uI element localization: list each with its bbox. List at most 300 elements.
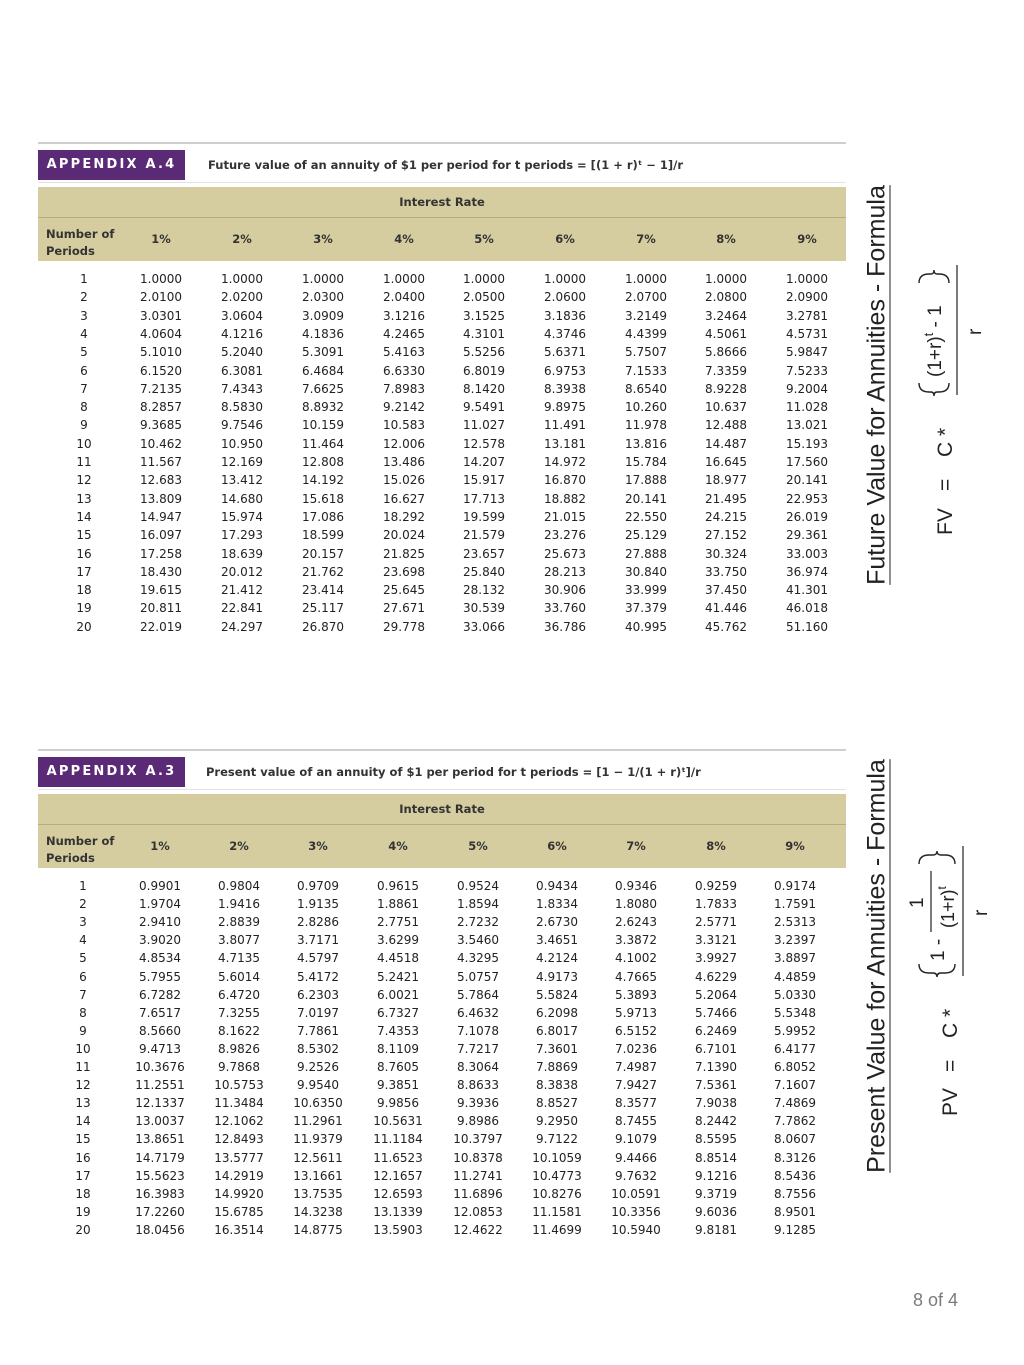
table-row (38, 877, 846, 895)
value-cell: 3.4651 (536, 933, 578, 948)
value-cell: 18.0456 (135, 1222, 185, 1237)
table-caption: Present value of an annuity of $1 per period for t periods = [1 − 1/(1 + r)ᵗ]/r (206, 765, 701, 779)
value-cell: 10.159 (302, 418, 344, 433)
value-cell: 20.811 (140, 601, 182, 616)
value-cell: 13.809 (140, 491, 182, 506)
pv-one-minus: 1 - (928, 938, 949, 961)
value-cell: 7.9427 (615, 1078, 657, 1093)
pv-c: C * (939, 1008, 962, 1038)
value-cell: 2.6730 (536, 915, 578, 930)
value-cell: 41.446 (705, 601, 747, 616)
table-row (38, 1058, 846, 1076)
value-cell: 2.0400 (383, 290, 425, 305)
value-cell: 8.3938 (544, 381, 586, 396)
value-cell: 2.7232 (457, 915, 499, 930)
value-cell: 6.2469 (695, 1023, 737, 1038)
period-cell: 20 (75, 1222, 91, 1237)
table-row (38, 986, 846, 1004)
value-cell: 4.8534 (139, 951, 181, 966)
value-cell: 25.117 (302, 601, 344, 616)
value-cell: 1.8080 (615, 897, 657, 912)
fv-denominator: r (965, 328, 986, 335)
value-cell: 10.3676 (135, 1060, 185, 1074)
value-cell: 19.615 (140, 583, 182, 598)
value-cell: 29.361 (786, 528, 828, 543)
period-cell: 3 (79, 915, 87, 930)
period-cell: 4 (79, 933, 87, 948)
period-cell: 5 (80, 345, 88, 360)
value-cell: 9.7632 (615, 1168, 657, 1183)
value-cell: 5.7864 (457, 987, 499, 1002)
period-cell: 18 (75, 1186, 91, 1201)
value-cell: 2.6243 (615, 915, 657, 930)
value-cell: 12.1657 (373, 1168, 423, 1183)
appendix-tag: APPENDIX A.3 (38, 757, 185, 787)
table-row (38, 1185, 846, 1203)
value-cell: 8.8932 (302, 400, 344, 415)
value-cell: 6.8017 (536, 1023, 578, 1038)
value-cell: 16.3983 (135, 1186, 185, 1201)
period-cell: 1 (79, 879, 87, 893)
value-cell: 36.974 (786, 564, 828, 579)
value-cell: 3.0909 (302, 308, 344, 323)
value-cell: 6.2098 (536, 1005, 578, 1020)
fv-table-block (38, 142, 846, 642)
value-cell: 0.9174 (774, 879, 816, 893)
table-row (38, 343, 846, 361)
table-row (38, 526, 846, 544)
period-cell: 2 (79, 897, 87, 912)
value-cell: 20.157 (302, 546, 344, 561)
value-cell: 10.0591 (611, 1186, 661, 1201)
value-cell: 6.4632 (457, 1005, 499, 1020)
value-cell: 5.1010 (140, 345, 182, 360)
value-cell: 7.4343 (221, 381, 263, 396)
value-cell: 23.414 (302, 583, 344, 598)
value-cell: 13.412 (221, 473, 263, 488)
value-cell: 9.7868 (218, 1060, 260, 1074)
value-cell: 8.5830 (221, 400, 263, 415)
value-cell: 5.3091 (302, 345, 344, 360)
rate-header: 1% (150, 839, 170, 853)
value-cell: 15.193 (786, 436, 828, 451)
period-cell: 12 (76, 473, 92, 488)
value-cell: 1.8861 (377, 897, 419, 912)
value-cell: 45.762 (705, 619, 747, 634)
value-cell: 16.870 (544, 473, 586, 488)
divider (38, 749, 846, 751)
value-cell: 13.181 (544, 436, 586, 451)
value-cell: 17.713 (463, 491, 505, 506)
value-cell: 3.2397 (774, 933, 816, 948)
value-cell: 3.2464 (705, 308, 747, 323)
value-cell: 3.2781 (786, 308, 828, 323)
value-cell: 17.258 (140, 546, 182, 561)
value-cell: 12.578 (463, 436, 505, 451)
value-cell: 1.7833 (695, 897, 737, 912)
pv-formula (907, 886, 992, 1116)
value-cell: 5.8666 (705, 345, 747, 360)
value-cell: 7.6517 (139, 1005, 181, 1020)
periods-header: Number of Periods (46, 227, 115, 258)
value-cell: 21.762 (302, 564, 344, 579)
value-cell: 23.698 (383, 564, 425, 579)
period-cell: 1 (80, 272, 88, 286)
value-cell: 9.1079 (615, 1132, 657, 1147)
value-cell: 28.213 (544, 564, 586, 579)
value-cell: 33.003 (786, 546, 828, 561)
rate-header: 8% (706, 839, 726, 853)
value-cell: 1.0000 (544, 272, 586, 286)
value-cell: 30.539 (463, 601, 505, 616)
value-cell: 4.0604 (140, 326, 182, 341)
value-cell: 4.4859 (774, 969, 816, 984)
value-cell: 3.3872 (615, 933, 657, 948)
value-cell: 6.0021 (377, 987, 419, 1002)
value-cell: 5.2064 (695, 987, 737, 1002)
value-cell: 11.028 (786, 400, 828, 415)
divider (38, 789, 846, 790)
table-row (38, 288, 846, 306)
value-cell: 2.0600 (544, 290, 586, 305)
value-cell: 0.9709 (297, 879, 339, 893)
value-cell: 15.5623 (135, 1168, 185, 1183)
value-cell: 16.097 (140, 528, 182, 543)
value-cell: 22.841 (221, 601, 263, 616)
value-cell: 3.1216 (383, 308, 425, 323)
value-cell: 8.5436 (774, 1168, 816, 1183)
value-cell: 11.9379 (293, 1132, 343, 1147)
value-cell: 1.7591 (774, 897, 816, 912)
value-cell: 8.7556 (774, 1186, 816, 1201)
value-cell: 13.7535 (293, 1186, 343, 1201)
value-cell: 18.292 (383, 509, 425, 524)
rate-header: 6% (555, 232, 575, 246)
interest-rate-header: Interest Rate (38, 794, 846, 824)
value-cell: 6.4720 (218, 987, 260, 1002)
value-cell: 9.2526 (297, 1060, 339, 1074)
value-cell: 36.786 (544, 619, 586, 634)
value-cell: 11.2551 (135, 1078, 185, 1093)
period-cell: 6 (79, 969, 87, 984)
value-cell: 3.9927 (695, 951, 737, 966)
rate-header: 5% (474, 232, 494, 246)
value-cell: 2.7751 (377, 915, 419, 930)
value-cell: 6.5152 (615, 1023, 657, 1038)
value-cell: 8.1109 (377, 1041, 419, 1056)
value-cell: 18.639 (221, 546, 263, 561)
value-cell: 9.1285 (774, 1222, 816, 1237)
value-cell: 27.671 (383, 601, 425, 616)
value-cell: 15.618 (302, 491, 344, 506)
rate-header: 1% (151, 232, 171, 246)
value-cell: 7.3601 (536, 1041, 578, 1056)
value-cell: 11.6896 (453, 1186, 503, 1201)
table-row (38, 270, 846, 288)
value-cell: 40.995 (625, 619, 667, 634)
value-cell: 2.0900 (786, 290, 828, 305)
value-cell: 8.5595 (695, 1132, 737, 1147)
value-cell: 33.066 (463, 619, 505, 634)
table-row (38, 453, 846, 471)
value-cell: 8.7605 (377, 1060, 419, 1074)
value-cell: 9.2142 (383, 400, 425, 415)
value-cell: 24.215 (705, 509, 747, 524)
rate-header: 4% (394, 232, 414, 246)
value-cell: 4.6229 (695, 969, 737, 984)
value-cell: 13.486 (383, 455, 425, 469)
pv-formula-title: Present Value for Annuities - Formula (862, 759, 891, 1173)
table-row (38, 618, 846, 636)
period-cell: 8 (79, 1005, 87, 1020)
period-cell: 16 (75, 1150, 91, 1165)
value-cell: 11.1184 (373, 1132, 423, 1147)
value-cell: 7.1533 (625, 363, 667, 378)
value-cell: 16.645 (705, 455, 747, 469)
value-cell: 24.297 (221, 619, 263, 634)
value-cell: 6.7282 (139, 987, 181, 1002)
value-cell: 1.9704 (139, 897, 181, 912)
value-cell: 5.9713 (615, 1005, 657, 1020)
value-cell: 18.599 (302, 528, 344, 543)
appendix-tag: APPENDIX A.4 (38, 150, 185, 180)
value-cell: 8.9228 (705, 381, 747, 396)
left-brace (919, 964, 955, 977)
value-cell: 13.1339 (373, 1204, 423, 1219)
value-cell: 1.0000 (463, 272, 505, 286)
value-cell: 8.0607 (774, 1132, 816, 1147)
value-cell: 11.1581 (532, 1204, 582, 1219)
value-cell: 1.0000 (625, 272, 667, 286)
table-row (38, 1040, 846, 1058)
value-cell: 2.5313 (774, 915, 816, 930)
value-cell: 1.0000 (140, 272, 182, 286)
value-cell: 5.7466 (695, 1005, 737, 1020)
value-cell: 4.2124 (536, 951, 578, 966)
value-cell: 46.018 (786, 601, 828, 616)
value-cell: 28.132 (463, 583, 505, 598)
value-cell: 18.430 (140, 564, 182, 579)
value-cell: 5.2040 (221, 345, 263, 360)
value-cell: 22.550 (625, 509, 667, 524)
fv-equals: = (934, 478, 957, 491)
rate-header: 2% (229, 839, 249, 853)
period-cell: 17 (76, 564, 92, 579)
period-cell: 7 (79, 987, 87, 1002)
value-cell: 1.0000 (383, 272, 425, 286)
value-cell: 7.8983 (383, 381, 425, 396)
table-row (38, 949, 846, 967)
value-cell: 3.1836 (544, 308, 586, 323)
value-cell: 2.0100 (140, 290, 182, 305)
value-cell: 4.5797 (297, 951, 339, 966)
value-cell: 25.840 (463, 564, 505, 579)
value-cell: 12.488 (705, 418, 747, 433)
value-cell: 7.1607 (774, 1078, 816, 1093)
value-cell: 0.9524 (457, 879, 499, 893)
value-cell: 5.4172 (297, 969, 339, 984)
value-cell: 14.8775 (293, 1222, 343, 1237)
value-cell: 21.579 (463, 528, 505, 543)
value-cell: 6.6330 (383, 363, 425, 378)
value-cell: 3.0604 (221, 308, 263, 323)
value-cell: 11.027 (463, 418, 505, 433)
table-row (38, 1149, 846, 1167)
value-cell: 4.7665 (615, 969, 657, 984)
value-cell: 9.7122 (536, 1132, 578, 1147)
value-cell: 14.680 (221, 491, 263, 506)
value-cell: 1.0000 (221, 272, 263, 286)
table-row (38, 1167, 846, 1185)
value-cell: 8.7455 (615, 1114, 657, 1129)
period-cell: 14 (76, 509, 92, 524)
value-cell: 5.7507 (625, 345, 667, 360)
period-cell: 19 (75, 1204, 91, 1219)
value-cell: 8.3577 (615, 1096, 657, 1111)
value-cell: 14.2919 (214, 1168, 264, 1183)
value-cell: 13.816 (625, 436, 667, 451)
value-cell: 10.3797 (453, 1132, 503, 1147)
value-cell: 20.024 (383, 528, 425, 543)
value-cell: 8.5660 (139, 1023, 181, 1038)
rate-header: 7% (636, 232, 656, 246)
value-cell: 10.1059 (532, 1150, 582, 1165)
value-cell: 12.4622 (453, 1222, 503, 1237)
value-cell: 12.1337 (135, 1096, 185, 1111)
value-cell: 3.5460 (457, 933, 499, 948)
value-cell: 14.192 (302, 473, 344, 488)
table-row (38, 325, 846, 343)
value-cell: 14.947 (140, 509, 182, 524)
value-cell: 4.1002 (615, 951, 657, 966)
svg-text:(1+r)t - 1: $(1+r)^t - 1$ (921, 305, 946, 377)
value-cell: 5.5256 (463, 345, 505, 360)
value-cell: 7.4987 (615, 1060, 657, 1074)
value-cell: 7.1078 (457, 1023, 499, 1038)
value-cell: 17.086 (302, 509, 344, 524)
table-row (38, 398, 846, 416)
value-cell: 14.3238 (293, 1204, 343, 1219)
value-cell: 10.950 (221, 436, 263, 451)
value-cell: 6.8019 (463, 363, 505, 378)
value-cell: 18.882 (544, 491, 586, 506)
value-cell: 27.152 (705, 528, 747, 543)
value-cell: 10.6350 (293, 1096, 343, 1111)
value-cell: 9.2004 (786, 381, 828, 396)
table-row (38, 1004, 846, 1022)
rate-header: 9% (785, 839, 805, 853)
value-cell: 20.012 (221, 564, 263, 579)
rate-header: 4% (388, 839, 408, 853)
value-cell: 14.9920 (214, 1186, 264, 1201)
value-cell: 41.301 (786, 583, 828, 598)
value-cell: 5.5348 (774, 1005, 816, 1020)
value-cell: 2.0500 (463, 290, 505, 305)
value-cell: 11.567 (140, 455, 182, 469)
value-cell: 12.5611 (293, 1150, 343, 1165)
value-cell: 3.8897 (774, 951, 816, 966)
value-cell: 29.778 (383, 619, 425, 634)
fv-formula (921, 305, 986, 535)
table-row (38, 362, 846, 380)
value-cell: 51.160 (786, 619, 828, 634)
value-cell: 4.3746 (544, 326, 586, 341)
value-cell: 12.169 (221, 455, 263, 469)
value-cell: 11.3484 (214, 1096, 264, 1111)
value-cell: 11.2741 (453, 1168, 503, 1183)
fv-lhs: FV (934, 508, 957, 535)
value-cell: 9.7546 (221, 418, 263, 433)
table-row (38, 931, 846, 949)
period-cell: 17 (75, 1168, 91, 1183)
value-cell: 3.3121 (695, 933, 737, 948)
value-cell: 15.974 (221, 509, 263, 524)
period-cell: 14 (75, 1114, 91, 1129)
value-cell: 10.4773 (532, 1168, 582, 1183)
value-cell: 5.6371 (544, 345, 586, 360)
period-cell: 11 (76, 455, 92, 469)
value-cell: 8.3064 (457, 1060, 499, 1074)
value-cell: 8.2442 (695, 1114, 737, 1129)
value-cell: 3.7171 (297, 933, 339, 948)
rate-header: 5% (468, 839, 488, 853)
value-cell: 26.870 (302, 619, 344, 634)
value-cell: 4.7135 (218, 951, 260, 966)
table-row (38, 913, 846, 931)
value-cell: 8.3838 (536, 1078, 578, 1093)
value-cell: 7.4869 (774, 1096, 816, 1111)
value-cell: 17.293 (221, 528, 263, 543)
table-row (38, 1203, 846, 1221)
value-cell: 7.0197 (297, 1005, 339, 1020)
value-cell: 0.9804 (218, 879, 260, 893)
pv-denominator: r (971, 909, 992, 916)
table-row (38, 490, 846, 508)
table-row (38, 1076, 846, 1094)
value-cell: 7.7861 (297, 1023, 339, 1038)
value-cell: 12.006 (383, 436, 425, 451)
value-cell: 7.5233 (786, 363, 828, 378)
page-indicator: 8 of 4 (912, 1290, 958, 1310)
value-cell: 30.324 (705, 546, 747, 561)
value-cell: 0.9901 (139, 879, 181, 893)
value-cell: 4.5731 (786, 326, 828, 341)
rate-header: 8% (716, 232, 736, 246)
period-cell: 18 (76, 583, 92, 598)
table-row (38, 581, 846, 599)
period-cell: 13 (75, 1096, 91, 1111)
value-cell: 17.2260 (135, 1204, 185, 1219)
value-cell: 5.6014 (218, 969, 260, 984)
value-cell: 8.1420 (463, 381, 505, 396)
value-cell: 9.1216 (695, 1168, 737, 1183)
value-cell: 33.999 (625, 583, 667, 598)
period-cell: 8 (80, 400, 88, 415)
value-cell: 8.8633 (457, 1078, 499, 1093)
rate-header: 6% (547, 839, 567, 853)
right-brace (919, 270, 949, 283)
periods-header: Number of Periods (46, 834, 115, 865)
value-cell: 7.0236 (615, 1041, 657, 1056)
table-row (38, 1130, 846, 1148)
value-cell: 13.5903 (373, 1222, 423, 1237)
value-cell: 15.784 (625, 455, 667, 469)
value-cell: 7.3255 (218, 1005, 260, 1020)
table-row (38, 1022, 846, 1040)
value-cell: 23.657 (463, 546, 505, 561)
value-cell: 4.4518 (377, 951, 419, 966)
value-cell: 0.9434 (536, 879, 578, 893)
